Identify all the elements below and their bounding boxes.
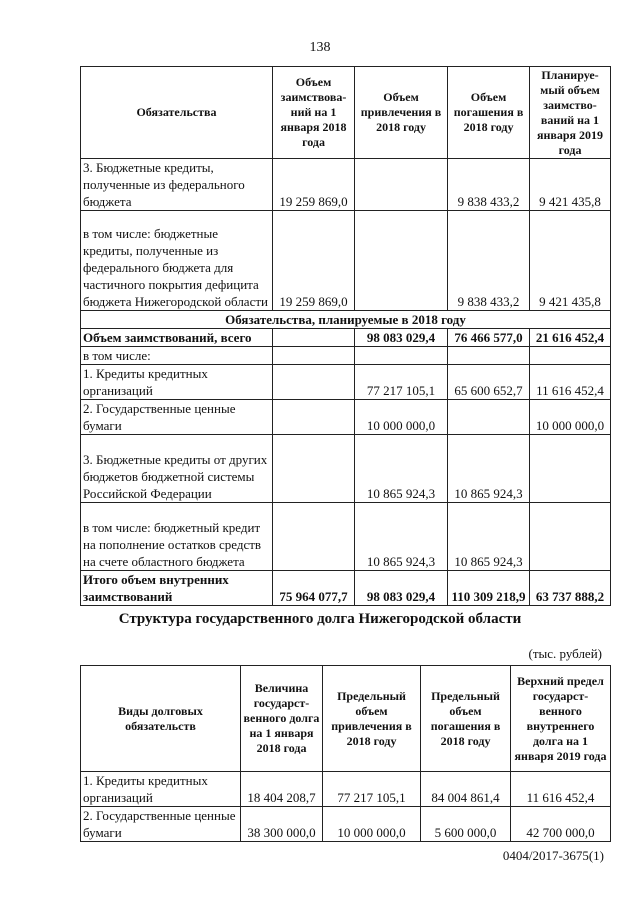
cell-value <box>273 365 355 400</box>
column-header: Объем привлечения в 2018 году <box>355 67 448 159</box>
cell-value: 11 616 452,4 <box>511 772 611 807</box>
row-label: Итого объем внутренних заимствований <box>81 571 273 606</box>
page-number: 138 <box>309 40 331 55</box>
cell-value <box>355 159 448 211</box>
row-label: 3. Бюджетные кредиты от других бюджетов бюджетной системы Российской Федерации <box>81 435 273 503</box>
cell-value: 84 004 861,4 <box>421 772 511 807</box>
cell-value <box>273 329 355 347</box>
cell-value: 77 217 105,1 <box>355 365 448 400</box>
cell-value: 63 737 888,2 <box>530 571 611 606</box>
column-header: Планируе-мый объем заимство-ваний на 1 января 2019 года <box>530 67 611 159</box>
cell-value <box>273 400 355 435</box>
units-label: (тыс. рублей) <box>528 646 602 661</box>
column-header: Объем заимствова-ний на 1 января 2018 года <box>273 67 355 159</box>
table-header-row <box>81 666 611 772</box>
cell-value <box>355 211 448 311</box>
table-row <box>81 772 611 807</box>
table-row <box>81 503 611 571</box>
cell-value <box>530 503 611 571</box>
cell-value: 75 964 077,7 <box>273 571 355 606</box>
debt-structure-table <box>80 665 611 842</box>
cell-value: 19 259 869,0 <box>273 211 355 311</box>
cell-value: 9 838 433,2 <box>448 159 530 211</box>
borrowings-table <box>80 66 611 606</box>
row-label: 2. Государственные ценные бумаги <box>81 807 241 842</box>
cell-value: 10 865 924,3 <box>448 435 530 503</box>
table-header-row <box>81 67 611 159</box>
cell-value <box>273 435 355 503</box>
cell-value: 98 083 029,4 <box>355 329 448 347</box>
row-label: в том числе: бюджетные кредиты, полученные из федерального бюджета для частичного покрытия дефицита бюджета Нижегородской области <box>81 211 273 311</box>
column-header: Предельный объем погашения в 2018 году <box>421 666 511 772</box>
row-label: 1. Кредиты кредитных организаций <box>81 365 273 400</box>
column-header: Предельный объем привлечения в 2018 году <box>323 666 421 772</box>
section-row-label: Обязательства, планируемые в 2018 году <box>81 311 611 329</box>
cell-value: 9 421 435,8 <box>530 159 611 211</box>
row-label: 3. Бюджетные кредиты, полученные из федерального бюджета <box>81 159 273 211</box>
cell-value: 5 600 000,0 <box>421 807 511 842</box>
cell-value: 19 259 869,0 <box>273 159 355 211</box>
cell-value: 98 083 029,4 <box>355 571 448 606</box>
section-title: Структура государственного долга Нижегородской области <box>118 611 522 627</box>
section-row <box>81 311 611 329</box>
cell-value: 10 865 924,3 <box>355 435 448 503</box>
table-row <box>81 807 611 842</box>
cell-value <box>448 400 530 435</box>
cell-value <box>273 347 355 365</box>
table-row <box>81 329 611 347</box>
column-header: Верхний предел государст-венного внутреннего долга на 1 января 2019 года <box>511 666 611 772</box>
table-row <box>81 159 611 211</box>
cell-value: 65 600 652,7 <box>448 365 530 400</box>
table-row <box>81 211 611 311</box>
row-label: в том числе: <box>81 347 273 365</box>
table-row <box>81 400 611 435</box>
cell-value: 110 309 218,9 <box>448 571 530 606</box>
cell-value: 77 217 105,1 <box>323 772 421 807</box>
document-code: 0404/2017-3675(1) <box>502 848 604 863</box>
cell-value <box>355 347 448 365</box>
column-header: Обязательства <box>81 67 273 159</box>
row-label: Объем заимствований, всего <box>81 329 273 347</box>
cell-value: 76 466 577,0 <box>448 329 530 347</box>
cell-value <box>448 347 530 365</box>
table-row <box>81 347 611 365</box>
row-label: 2. Государственные ценные бумаги <box>81 400 273 435</box>
cell-value <box>530 435 611 503</box>
cell-value: 38 300 000,0 <box>241 807 323 842</box>
cell-value <box>273 503 355 571</box>
column-header: Объем погашения в 2018 году <box>448 67 530 159</box>
cell-value: 10 000 000,0 <box>530 400 611 435</box>
cell-value: 9 838 433,2 <box>448 211 530 311</box>
cell-value: 11 616 452,4 <box>530 365 611 400</box>
table-row <box>81 435 611 503</box>
table-row <box>81 571 611 606</box>
cell-value: 10 865 924,3 <box>448 503 530 571</box>
row-label: в том числе: бюджетный кредит на пополнение остатков средств на счете областного бюджета <box>81 503 273 571</box>
cell-value: 18 404 208,7 <box>241 772 323 807</box>
cell-value: 10 000 000,0 <box>323 807 421 842</box>
cell-value: 10 865 924,3 <box>355 503 448 571</box>
column-header: Величина государст-венного долга на 1 января 2018 года <box>241 666 323 772</box>
cell-value <box>530 347 611 365</box>
column-header: Виды долговых обязательств <box>81 666 241 772</box>
cell-value: 10 000 000,0 <box>355 400 448 435</box>
cell-value: 9 421 435,8 <box>530 211 611 311</box>
row-label: 1. Кредиты кредитных организаций <box>81 772 241 807</box>
cell-value: 21 616 452,4 <box>530 329 611 347</box>
table-row <box>81 365 611 400</box>
cell-value: 42 700 000,0 <box>511 807 611 842</box>
